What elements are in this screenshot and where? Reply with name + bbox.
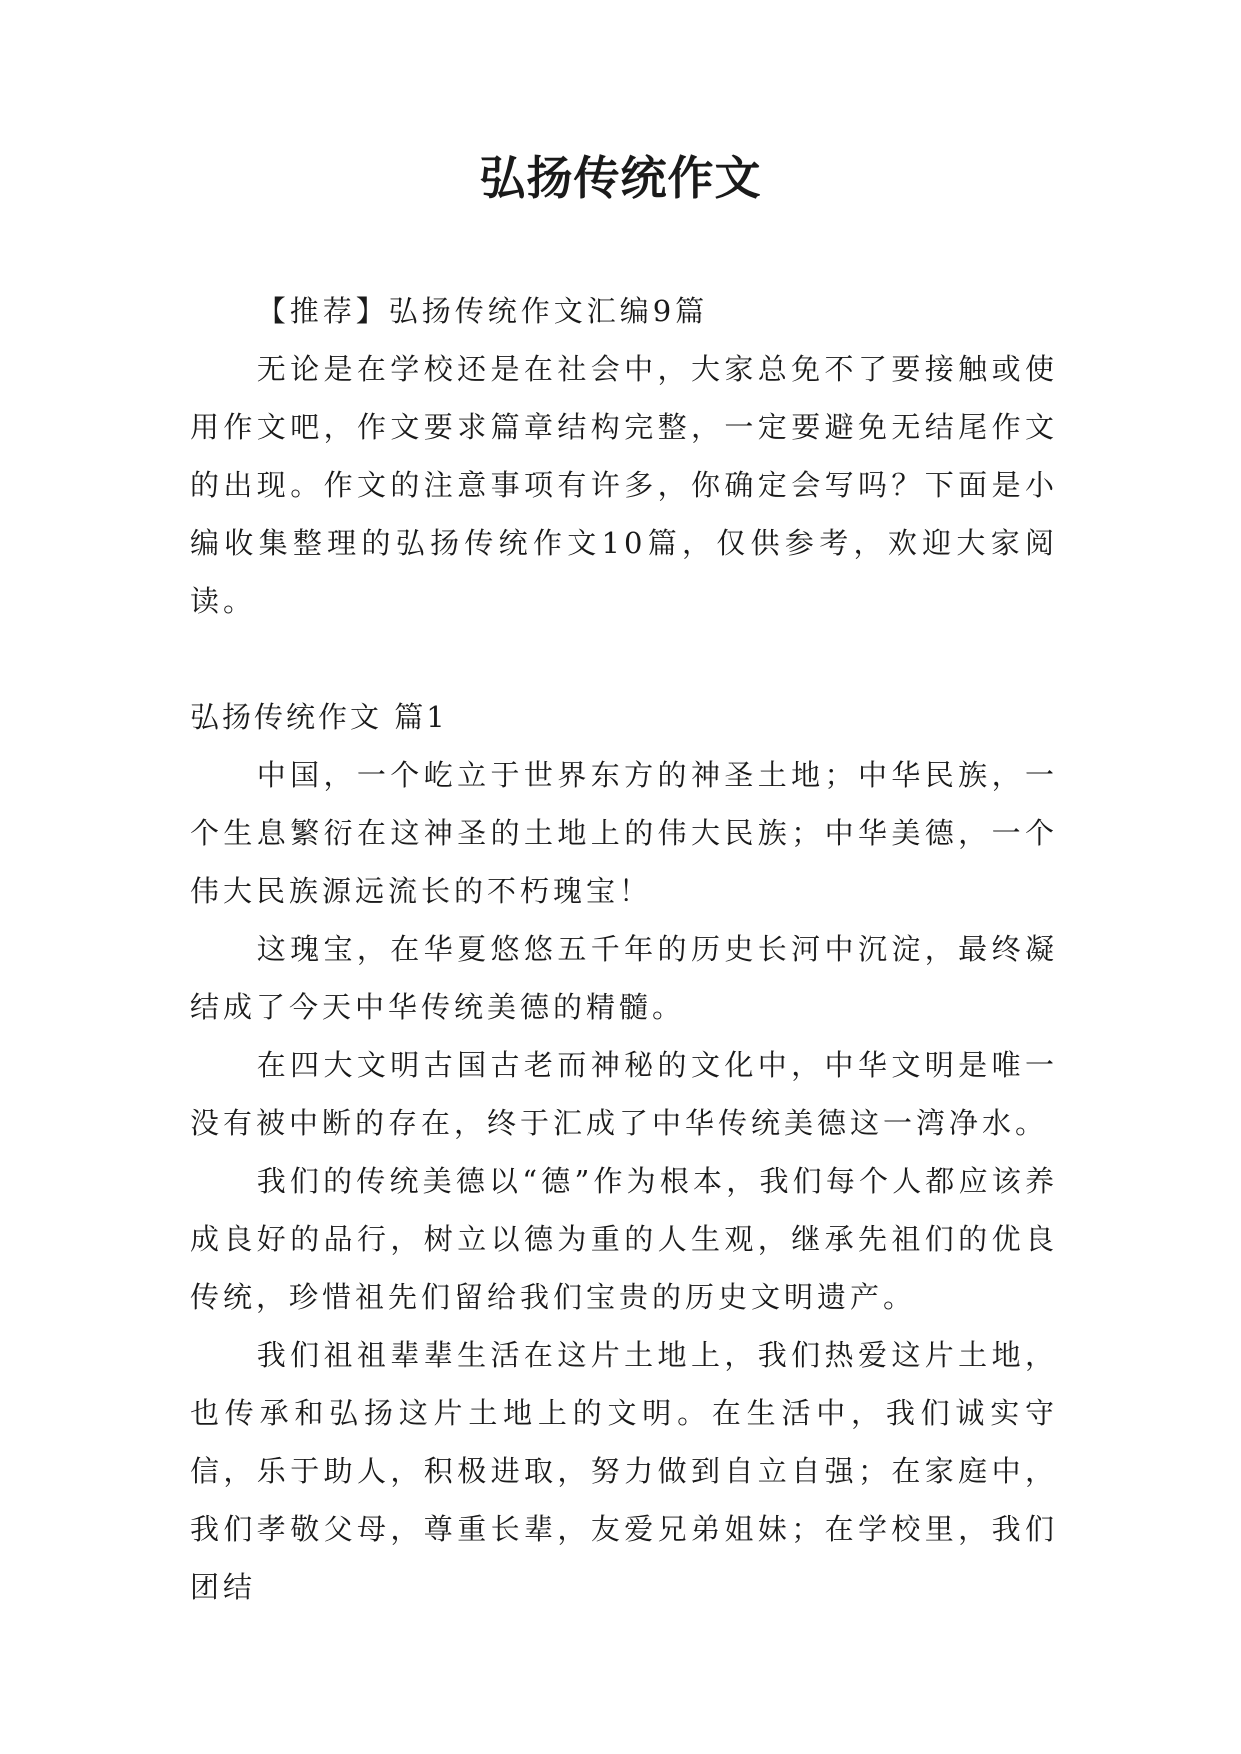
document-subtitle: 【推荐】弘扬传统作文汇编9篇 xyxy=(256,294,709,328)
intro-paragraph: 无论是在学校还是在社会中，大家总免不了要接触或使用作文吧，作文要求篇章结构完整，一定要避免无结尾作文的出现。作文的注意事项有许多，你确定会写吗？下面是小编收集整理的弘扬传统作文10篇，仅供参考，欢迎大家阅读。 xyxy=(190,352,1058,618)
body-paragraph: 我们的传统美德以“德”作为根本，我们每个人都应该养成良好的品行，树立以德为重的人生观，继承先祖们的优良传统，珍惜祖先们留给我们宝贵的历史文明遗产。 xyxy=(190,1164,1058,1314)
body-paragraph: 这瑰宝，在华夏悠悠五千年的历史长河中沉淀，最终凝结成了今天中华传统美德的精髓。 xyxy=(190,932,1058,1024)
body-paragraph: 我们祖祖辈辈生活在这片土地上，我们热爱这片土地，也传承和弘扬这片土地上的文明。在生活中，我们诚实守信，乐于助人，积极进取，努力做到自立自强；在家庭中，我们孝敬父母，尊重长辈，友爱兄弟姐妹；在学校里，我们团结 xyxy=(190,1338,1058,1604)
document-body xyxy=(190,282,1058,1616)
document-title: 弘扬传统作文 xyxy=(479,151,762,205)
body-paragraph: 中国，一个屹立于世界东方的神圣土地；中华民族，一个生息繁衍在这神圣的土地上的伟大民族；中华美德，一个伟大民族源远流长的不朽瑰宝！ xyxy=(190,758,1058,908)
body-paragraph: 在四大文明古国古老而神秘的文化中，中华文明是唯一没有被中断的存在，终于汇成了中华传统美德这一湾净水。 xyxy=(190,1048,1058,1140)
section-heading: 弘扬传统作文 篇1 xyxy=(190,700,448,734)
